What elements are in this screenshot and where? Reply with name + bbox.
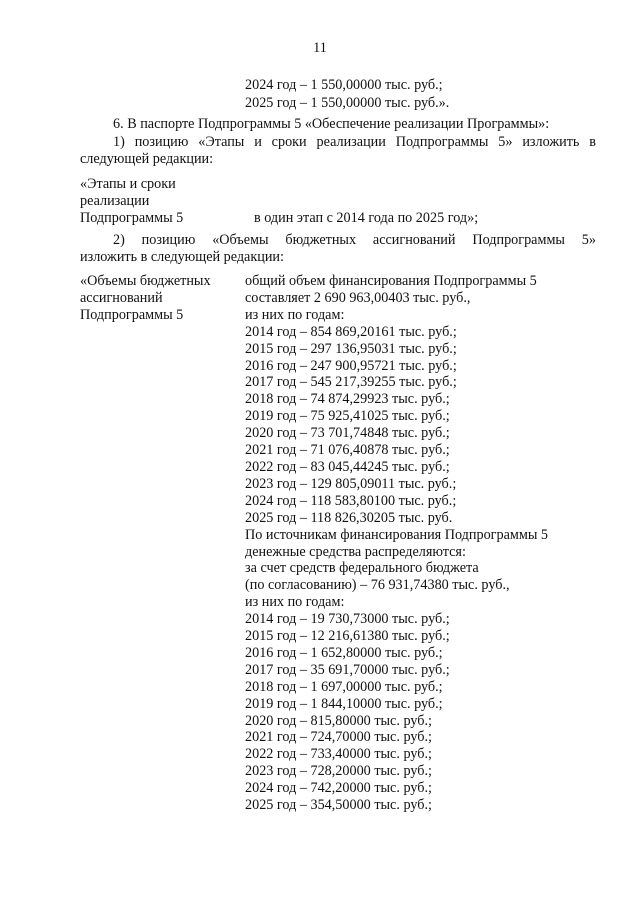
volumes-line: 2015 год – 297 136,95031 тыс. руб.; bbox=[245, 340, 457, 357]
volumes-label-line: Подпрограммы 5 bbox=[80, 306, 184, 323]
volumes-line: 2022 год – 83 045,44245 тыс. руб.; bbox=[245, 458, 450, 475]
volumes-line: 2018 год – 1 697,00000 тыс. руб.; bbox=[245, 678, 443, 695]
volumes-line: 2025 год – 354,50000 тыс. руб.; bbox=[245, 797, 432, 814]
volumes-line: 2022 год – 733,40000 тыс. руб.; bbox=[245, 746, 432, 763]
volumes-line: 2015 год – 12 216,61380 тыс. руб.; bbox=[245, 628, 450, 645]
stages-label-line: «Этапы и сроки bbox=[80, 176, 176, 192]
volumes-line: за счет средств федерального бюджета bbox=[245, 560, 479, 577]
volumes-line: 2016 год – 1 652,80000 тыс. руб.; bbox=[245, 644, 443, 661]
page-number: 11 bbox=[313, 40, 327, 56]
volumes-label-line: «Объемы бюджетных bbox=[80, 273, 211, 289]
volumes-line: По источникам финансирования Подпрограммы 5 bbox=[245, 526, 549, 543]
line-2024-total: 2024 год – 1 550,00000 тыс. руб.; bbox=[245, 77, 443, 93]
volumes-line: 2014 год – 854 869,20161 тыс. руб.; bbox=[245, 323, 457, 340]
volumes-value bbox=[245, 273, 548, 814]
stages-label-line: Подпрограммы 5 bbox=[80, 209, 184, 226]
volumes-label bbox=[80, 273, 211, 324]
stages-label bbox=[80, 176, 183, 227]
paragraph-item-2-line-1: 2) позицию «Объемы бюджетных ассигнований Подпрограммы 5» bbox=[113, 232, 596, 248]
volumes-line: общий объем финансирования Подпрограммы 5 bbox=[245, 273, 537, 289]
volumes-line: из них по годам: bbox=[245, 306, 345, 323]
paragraph-item-6: 6. В паспорте Подпрограммы 5 «Обеспечение реализации Программы»: bbox=[113, 116, 550, 132]
paragraph-item-2-line-2: изложить в следующей редакции: bbox=[80, 249, 284, 265]
paragraph-item-1-line-1: 1) позицию «Этапы и сроки реализации Подпрограммы 5» изложить в bbox=[113, 134, 596, 150]
volumes-line: 2017 год – 545 217,39255 тыс. руб.; bbox=[245, 374, 457, 391]
stages-label-line: реализации bbox=[80, 192, 150, 209]
volumes-line: (по согласованию) – 76 931,74380 тыс. руб., bbox=[245, 577, 510, 594]
volumes-line: 2021 год – 71 076,40878 тыс. руб.; bbox=[245, 442, 450, 459]
volumes-line: 2024 год – 118 583,80100 тыс. руб.; bbox=[245, 492, 457, 509]
volumes-line: денежные средства распределяются: bbox=[245, 543, 466, 560]
stages-value: в один этап с 2014 года по 2025 год»; bbox=[254, 210, 479, 226]
volumes-line: 2021 год – 724,70000 тыс. руб.; bbox=[245, 729, 432, 746]
volumes-line: 2024 год – 742,20000 тыс. руб.; bbox=[245, 780, 432, 797]
volumes-line: 2020 год – 815,80000 тыс. руб.; bbox=[245, 712, 432, 729]
volumes-line: 2019 год – 1 844,10000 тыс. руб.; bbox=[245, 695, 443, 712]
volumes-line: 2018 год – 74 874,29923 тыс. руб.; bbox=[245, 391, 450, 408]
volumes-line: 2020 год – 73 701,74848 тыс. руб.; bbox=[245, 425, 450, 442]
line-2025-total: 2025 год – 1 550,00000 тыс. руб.». bbox=[245, 95, 450, 111]
volumes-label-line: ассигнований bbox=[80, 289, 163, 306]
volumes-line: 2019 год – 75 925,41025 тыс. руб.; bbox=[245, 408, 450, 425]
paragraph-item-1-line-2: следующей редакции: bbox=[80, 151, 214, 167]
volumes-line: 2017 год – 35 691,70000 тыс. руб.; bbox=[245, 661, 450, 678]
volumes-line: 2023 год – 728,20000 тыс. руб.; bbox=[245, 763, 432, 780]
volumes-line: 2014 год – 19 730,73000 тыс. руб.; bbox=[245, 611, 450, 628]
volumes-line: 2023 год – 129 805,09011 тыс. руб.; bbox=[245, 475, 457, 492]
volumes-line: 2025 год – 118 826,30205 тыс. руб. bbox=[245, 509, 453, 526]
volumes-line: составляет 2 690 963,00403 тыс. руб., bbox=[245, 289, 471, 306]
volumes-line: из них по годам: bbox=[245, 594, 345, 611]
volumes-line: 2016 год – 247 900,95721 тыс. руб.; bbox=[245, 357, 457, 374]
